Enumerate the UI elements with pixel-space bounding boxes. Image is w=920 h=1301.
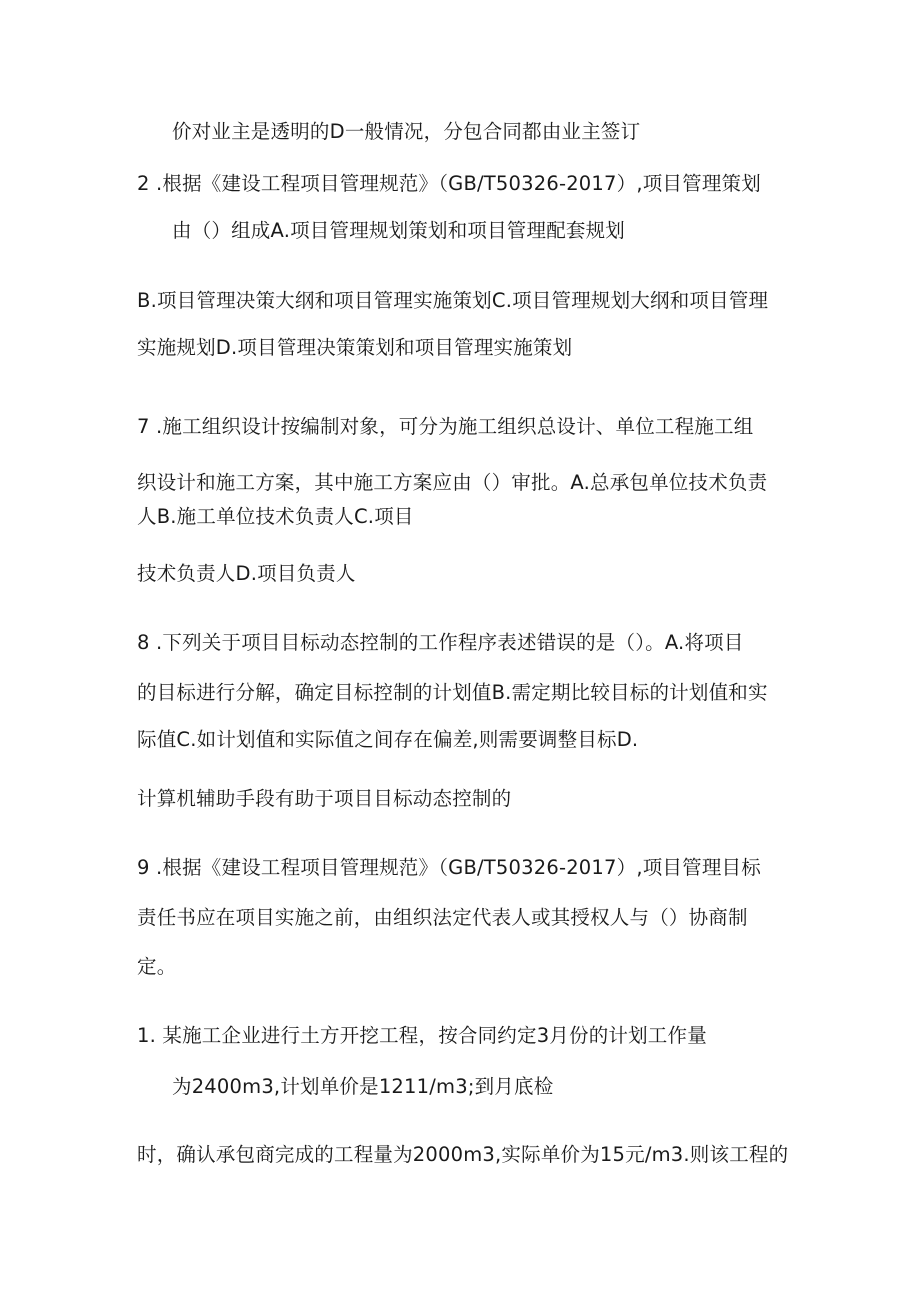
question-8-line-3: 际值C.如计划值和实际值之间存在偏差,则需要调整目标D. xyxy=(137,728,639,751)
question-7-line-4: 技术负责人D.项目负责人 xyxy=(137,562,356,585)
question-2-line-2: 由（）组成A.项目管理规划策划和项目管理配套规划 xyxy=(172,219,625,242)
question-9-line-2: 责任书应在项目实施之前，由组织法定代表人或其授权人与（）协商制 xyxy=(137,906,748,929)
question-1-line-3: 时，确认承包商完成的工程量为2000m3,实际单价为15元/m3.则该工程的 xyxy=(137,1143,789,1166)
question-2-line-1: 2 .根据《建设工程项目管理规范》（GB/T50326-2017）,项目管理策划 xyxy=(137,172,761,195)
question-7-line-3: 人B.施工单位技术负责人C.项目 xyxy=(137,505,414,528)
question-2-line-4: 实施规划D.项目管理决策策划和项目管理实施策划 xyxy=(137,336,573,359)
question-2-line-3: B.项目管理决策大纲和项目管理实施策划C.项目管理规划大纲和项目管理 xyxy=(137,289,769,312)
question-8-line-2: 的目标进行分解，确定目标控制的计划值B.需定期比较目标的计划值和实 xyxy=(137,681,768,704)
question-1-line-2: 为2400m3,计划单价是1211/m3;到月底检 xyxy=(172,1075,554,1098)
text-line-1: 价对业主是透明的D一般情况，分包合同都由业主签订 xyxy=(172,120,641,143)
question-9-line-3: 定。 xyxy=(137,955,177,978)
question-7-line-2: 织设计和施工方案，其中施工方案应由（）审批。A.总承包单位技术负责 xyxy=(137,471,768,494)
question-8-line-1: 8 .下列关于项目目标动态控制的工作程序表述错误的是（）。A.将项目 xyxy=(137,631,744,654)
question-1-line-1: 1. 某施工企业进行土方开挖工程，按合同约定3月份的计划工作量 xyxy=(137,1024,707,1047)
question-7-line-1: 7 .施工组织设计按编制对象，可分为施工组织总设计、单位工程施工组 xyxy=(137,415,754,438)
question-8-line-4: 计算机辅助手段有助于项目目标动态控制的 xyxy=(137,787,512,810)
question-9-line-1: 9 .根据《建设工程项目管理规范》（GB/T50326-2017）,项目管理目标 xyxy=(137,856,761,879)
